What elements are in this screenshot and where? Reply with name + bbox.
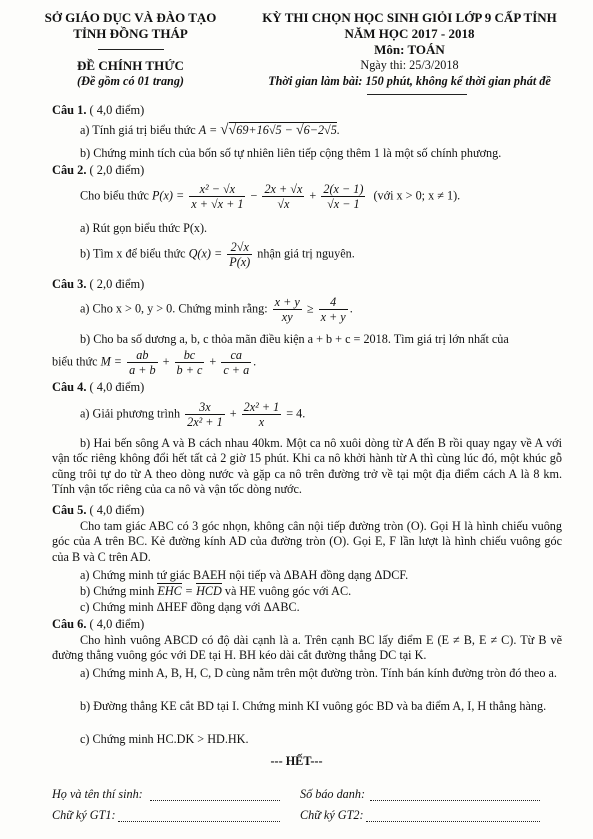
question-5-heading: Câu 5. ( 4,0 điểm)	[52, 503, 145, 517]
supervisor-1-signature-field[interactable]	[118, 821, 280, 822]
question-4b: b) Hai bến sông A và B cách nhau 40km. Một ca nô xuôi dòng từ A đến B rồi quay ngay về A với vận tốc riêng không đổi hết tất cả 2 giờ 15 phút. Khi ca nô khởi hành từ A thì cùng lúc đó, một khúc gỗ cũng trôi tự do từ A theo dòng nước và gặp ca nô trên đường trở về tại một địa điểm cách A là 8 km. Tính vận tốc riêng của ca nô và vận tốc dòng nước.	[52, 436, 562, 496]
candidate-number-field[interactable]	[370, 800, 540, 801]
subject: Môn: TOÁN	[374, 42, 445, 57]
candidate-number-label: Số báo danh:	[300, 787, 365, 801]
question-6-intro: Cho hình vuông ABCD có độ dài cạnh là a. Trên cạnh BC lấy điểm E (E ≠ B, E ≠ C). Từ B vẽ đường thẳng vuông góc với DE tại H. BH kéo dài cắt đường thẳng DC tại K.	[52, 633, 562, 663]
header-divider-right	[367, 94, 467, 95]
supervisor-2-signature-field[interactable]	[366, 821, 540, 822]
exam-title: KỲ THI CHỌN HỌC SINH GIỎI LỚP 9 CẤP TỈNH	[262, 10, 557, 25]
end-mark: --- HẾT---	[270, 754, 323, 768]
question-1b: b) Chứng minh tích của bốn số tự nhiên liên tiếp cộng thêm 1 là một số chính phương.	[80, 146, 502, 160]
question-2-expression: Cho biểu thức P(x) = $\frac{\text{x² − √x}}{x + √x + 1}$ − $\frac{2x + √x}{√x}$ + $\frac{2(x - 1)}{√x - 1}$ (với x > 0; x ≠ 1).	[80, 182, 461, 212]
question-3b-expression: biểu thức M = $\frac{ab}{a + b}$ + $\frac{bc}{b + c}$ + $\frac{ca}{c + a}$ .	[52, 348, 257, 378]
candidate-name-label: Họ và tên thí sinh:	[52, 787, 143, 801]
candidate-name-field[interactable]	[150, 800, 280, 801]
department-line-2: TỈNH ĐỒNG THÁP	[73, 26, 188, 41]
question-5-intro: Cho tam giác ABC có 3 góc nhọn, không cân nội tiếp đường tròn (O). Gọi H là hình chiếu vuông góc của A trên BC. Kẻ đường kính AD của đường tròn (O). Gọi E, F lần lượt là hình chiếu vuông góc của B và C trên AD.	[52, 519, 562, 564]
question-4-heading: Câu 4. ( 4,0 điểm)	[52, 380, 145, 394]
question-1-heading: Câu 1. ( 4,0 điểm)	[52, 103, 145, 117]
department-line-1: SỞ GIÁO DỤC VÀ ĐÀO TẠO	[44, 10, 217, 25]
supervisor-1-signature-label: Chữ ký GT1:	[52, 808, 116, 822]
question-3b: b) Cho ba số dương a, b, c thỏa mãn điều kiện a + b + c = 2018. Tìm giá trị lớn nhất của	[80, 332, 509, 346]
question-6b: b) Đường thẳng KE cắt BD tại I. Chứng minh KI vuông góc BD và ba điểm A, I, H thẳng hàng.	[80, 699, 547, 713]
question-6a: a) Chứng minh A, B, H, C, D cùng nằm trên một đường tròn. Tính bán kính đường tròn đó theo a.	[80, 666, 557, 680]
question-5b: b) Chứng minh EHC = HCD và HE vuông góc với AC.	[80, 584, 352, 598]
question-5a: a) Chứng minh tứ giác BAEH nội tiếp và ΔBAH đồng dạng ΔDCF.	[80, 568, 409, 582]
header-divider-left	[98, 49, 164, 50]
supervisor-2-signature-label: Chữ ký GT2:	[300, 808, 364, 822]
expression-a: A = √√69+16√5 − √6−2√5.	[198, 122, 340, 138]
question-5c: c) Chứng minh ΔHEF đồng dạng với ΔABC.	[80, 600, 300, 614]
question-2-heading: Câu 2. ( 2,0 điểm)	[52, 163, 145, 177]
question-4a: a) Giải phương trình $\frac{3x}{\text{2x² + 1}}$ + $\frac{\text{2x² + 1}}{x}$ = 4.	[80, 400, 306, 430]
question-6-heading: Câu 6. ( 4,0 điểm)	[52, 617, 145, 631]
school-year: NĂM HỌC 2017 - 2018	[344, 26, 475, 41]
exam-date: Ngày thi: 25/3/2018	[360, 58, 459, 72]
official-label: ĐỀ CHÍNH THỨC	[77, 58, 184, 73]
exam-duration: Thời gian làm bài: 150 phút, không kể thời gian phát đề	[268, 74, 551, 88]
question-1a: a) Tính giá trị biểu thức A = √√69+16√5 − √6−2√5.	[80, 122, 340, 138]
pages-note: (Đề gồm có 01 trang)	[77, 74, 184, 88]
question-6c: c) Chứng minh HC.DK > HD.HK.	[80, 732, 249, 746]
question-3-heading: Câu 3. ( 2,0 điểm)	[52, 277, 145, 291]
question-3a: a) Cho x > 0, y > 0. Chứng minh rằng: $\frac{x + y}{xy}$ ≥ $\frac{4}{x + y}$ .	[80, 295, 353, 325]
question-2b: b) Tìm x để biểu thức Q(x) = $\frac{2√x}{P(x)}$ nhận giá trị nguyên.	[80, 240, 355, 270]
question-2a: a) Rút gọn biểu thức P(x).	[80, 221, 208, 235]
